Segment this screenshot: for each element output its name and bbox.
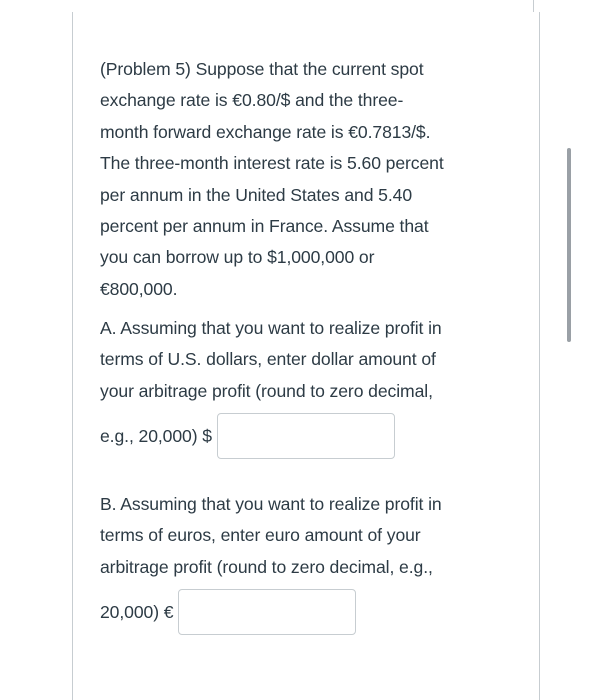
part-a-question <box>100 313 530 459</box>
part-a-line: terms of U.S. dollars, enter dollar amount of <box>100 349 436 370</box>
problem-line: The three-month interest rate is 5.60 percent <box>100 153 444 174</box>
part-b-line: terms of euros, enter euro amount of your <box>100 525 421 546</box>
top-divider-tick <box>533 0 534 12</box>
problem-line: month forward exchange rate is €0.7813/$. <box>100 121 431 142</box>
part-a-answer-input[interactable] <box>217 413 395 459</box>
part-b-answer-prefix: 20,000) € <box>100 601 174 622</box>
problem-statement <box>100 54 525 305</box>
content-border-right <box>539 12 540 700</box>
part-a-answer-row <box>100 413 530 459</box>
content-border-left <box>72 12 73 700</box>
part-b-answer-input[interactable] <box>178 589 356 635</box>
part-b-question <box>100 489 530 635</box>
problem-line: (Problem 5) Suppose that the current spot <box>100 59 424 79</box>
part-b-line: arbitrage profit (round to zero decimal, e.g., <box>100 556 433 577</box>
part-b-answer-row <box>100 589 530 635</box>
part-a-answer-prefix: e.g., 20,000) $ <box>100 425 212 446</box>
part-a-line: A. Assuming that you want to realize profit in <box>100 318 442 338</box>
problem-line: €800,000. <box>100 278 178 299</box>
part-b-line: B. Assuming that you want to realize profit in <box>100 494 442 514</box>
problem-line: percent per annum in France. Assume that <box>100 216 429 237</box>
problem-line: per annum in the United States and 5.40 <box>100 184 413 205</box>
problem-line: you can borrow up to $1,000,000 or <box>100 247 375 268</box>
part-a-line: your arbitrage profit (round to zero decimal, <box>100 380 433 401</box>
problem-line: exchange rate is €0.80/$ and the three- <box>100 90 404 111</box>
vertical-scrollbar[interactable] <box>567 148 571 342</box>
